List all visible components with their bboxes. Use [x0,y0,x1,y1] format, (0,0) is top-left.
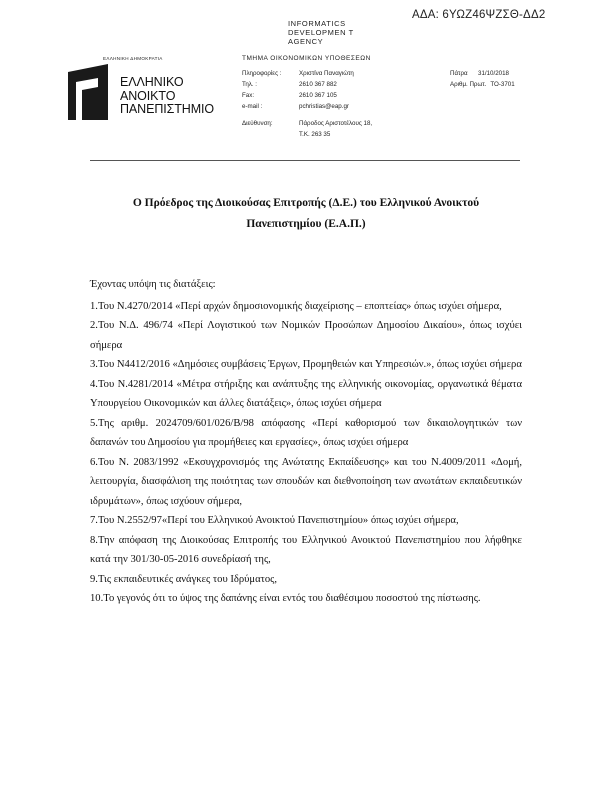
ada-code: ΑΔΑ: 6ΥΩΖ46ΨΖΣΘ-ΔΔ2 [412,9,546,21]
address-line: Τ.Κ. 263 35 [299,131,331,138]
tel-label: Τηλ. : [242,81,258,88]
tel-value: 2610 367 882 [299,81,337,88]
provision-item: 4.Του Ν.4281/2014 «Μέτρα στήριξης και ανάπτυξης της ελληνικής οικονομίας, οργανωτικά θέματα Υπουργείου Οικονομικών και άλλες διατάξεις», όπως ισχύει σήμερα [90,378,522,409]
university-logo-icon [68,64,116,120]
contact-row-fax [242,92,422,103]
contact-row-address [242,114,422,140]
info-label: Πληροφορίες : [242,70,282,77]
heading-line: Πανεπιστημίου (Ε.Α.Π.) [246,218,366,230]
provision-item: 5.Της αριθμ. 2024709/601/026/Β/98 απόφασης «Περί καθορισμού των δικαιολογητικών των δαπανών του Δημοσίου για προμήθειες και εργασίες», όπως ισχύει σήμερα [90,417,522,448]
university-name [120,76,214,117]
address-label: Διεύθυνση: [242,120,273,127]
contact-row-email [242,103,422,114]
email-label: e-mail : [242,103,263,110]
department-label: ΤΜΗΜΑ ΟΙΚΟΝΟΜΙΚΩΝ ΥΠΟΘΕΣΕΩΝ [242,55,371,62]
agency-line: INFORMATICS [288,19,346,28]
protocol-label: Αριθμ. Πρωτ. [450,81,487,88]
logo-line: ΠΑΝΕΠΙΣΤΗΜΙΟ [120,102,215,116]
provision-item: 8.Την απόφαση της Διοικούσας Επιτροπής του Ελληνικού Ανοικτού Πανεπιστημίου που λήφθηκε κατά την 301/30-05-2016 συνεδρίασή της, [90,534,522,565]
agency-name [288,19,354,46]
heading-line: Ο Πρόεδρος της Διοικούσας Επιτροπής (Δ.Ε.) του Ελληνικού Ανοικτού [132,197,480,209]
info-value: Χριστίνα Παναγιώτη [299,70,354,77]
body-intro: Έχοντας υπόψη τις διατάξεις: [90,279,216,290]
agency-line: AGENCY [288,37,324,46]
logo-line: ΑΝΟΙΚΤΟ [120,88,176,103]
provision-item: 2.Του Ν.Δ. 496/74 «Περί Λογιστικού των Νομικών Προσώπων Δημοσίου Δικαίου», όπως ισχύει σήμερα [90,320,522,351]
fax-label: Fax: [242,92,255,99]
contact-row-tel [242,81,422,92]
provision-item: 7.Του Ν.2552/97«Περί του Ελληνικού Ανοικτού Πανεπιστημίου» όπως ισχύει σήμερα, [90,515,459,526]
address-line: Πάροδος Αριστοτέλους 18, [299,120,373,127]
protocol-value: ΤΟ-3701 [490,81,515,88]
provision-item: 9.Τις εκπαιδευτικές ανάγκες του Ιδρύματος, [90,573,278,585]
protocol-row [450,81,515,92]
email-value: pchristias@eap.gr [299,103,349,110]
document-body [90,275,522,609]
date-value: 31/10/2018 [478,70,509,77]
provision-item: 3.Του Ν4412/2016 «Δημόσιες συμβάσεις Έργων, Προμηθειών και Υπηρεσιών.», όπως ισχύει σήμερα [90,359,522,370]
reference-block [450,70,515,92]
provision-item: 6.Του Ν. 2083/1992 «Εκσυγχρονισμός της Ανώτατης Εκπαίδευσης» και του Ν.4009/2011 «Δομή, λειτουργία, διασφάλιση της ποιότητας των σπουδών και διεθνοποίηση των ανωτάτων εκπαιδευτικών ιδρυμάτων», όπως ισχύουν σήμερα, [90,456,522,507]
contact-block [242,70,422,140]
header-divider [90,160,520,161]
state-label: ΕΛΛΗΝΙΚΗ ΔΗΜΟΚΡΑΤΙΑ [103,56,163,61]
provision-item: 1.Του Ν.4270/2014 «Περί αρχών δημοσιονομικής διαχείρισης – εποπτείας» όπως ισχύει σήμερα, [90,300,502,312]
contact-row-info [242,70,422,81]
date-row [450,70,515,81]
logo-line: ΕΛΛΗΝΙΚΟ [120,75,184,89]
fax-value: 2610 367 105 [299,92,337,99]
address-value [299,118,422,140]
date-label: Πάτρα [450,70,468,77]
provision-item: 10.Το γεγονός ότι το ύψος της δαπάνης είναι εντός του διαθέσιμου ποσοστού της πίστωσης. [90,593,481,604]
document-heading [96,193,516,235]
agency-line: DEVELOPMEN T [288,28,354,37]
